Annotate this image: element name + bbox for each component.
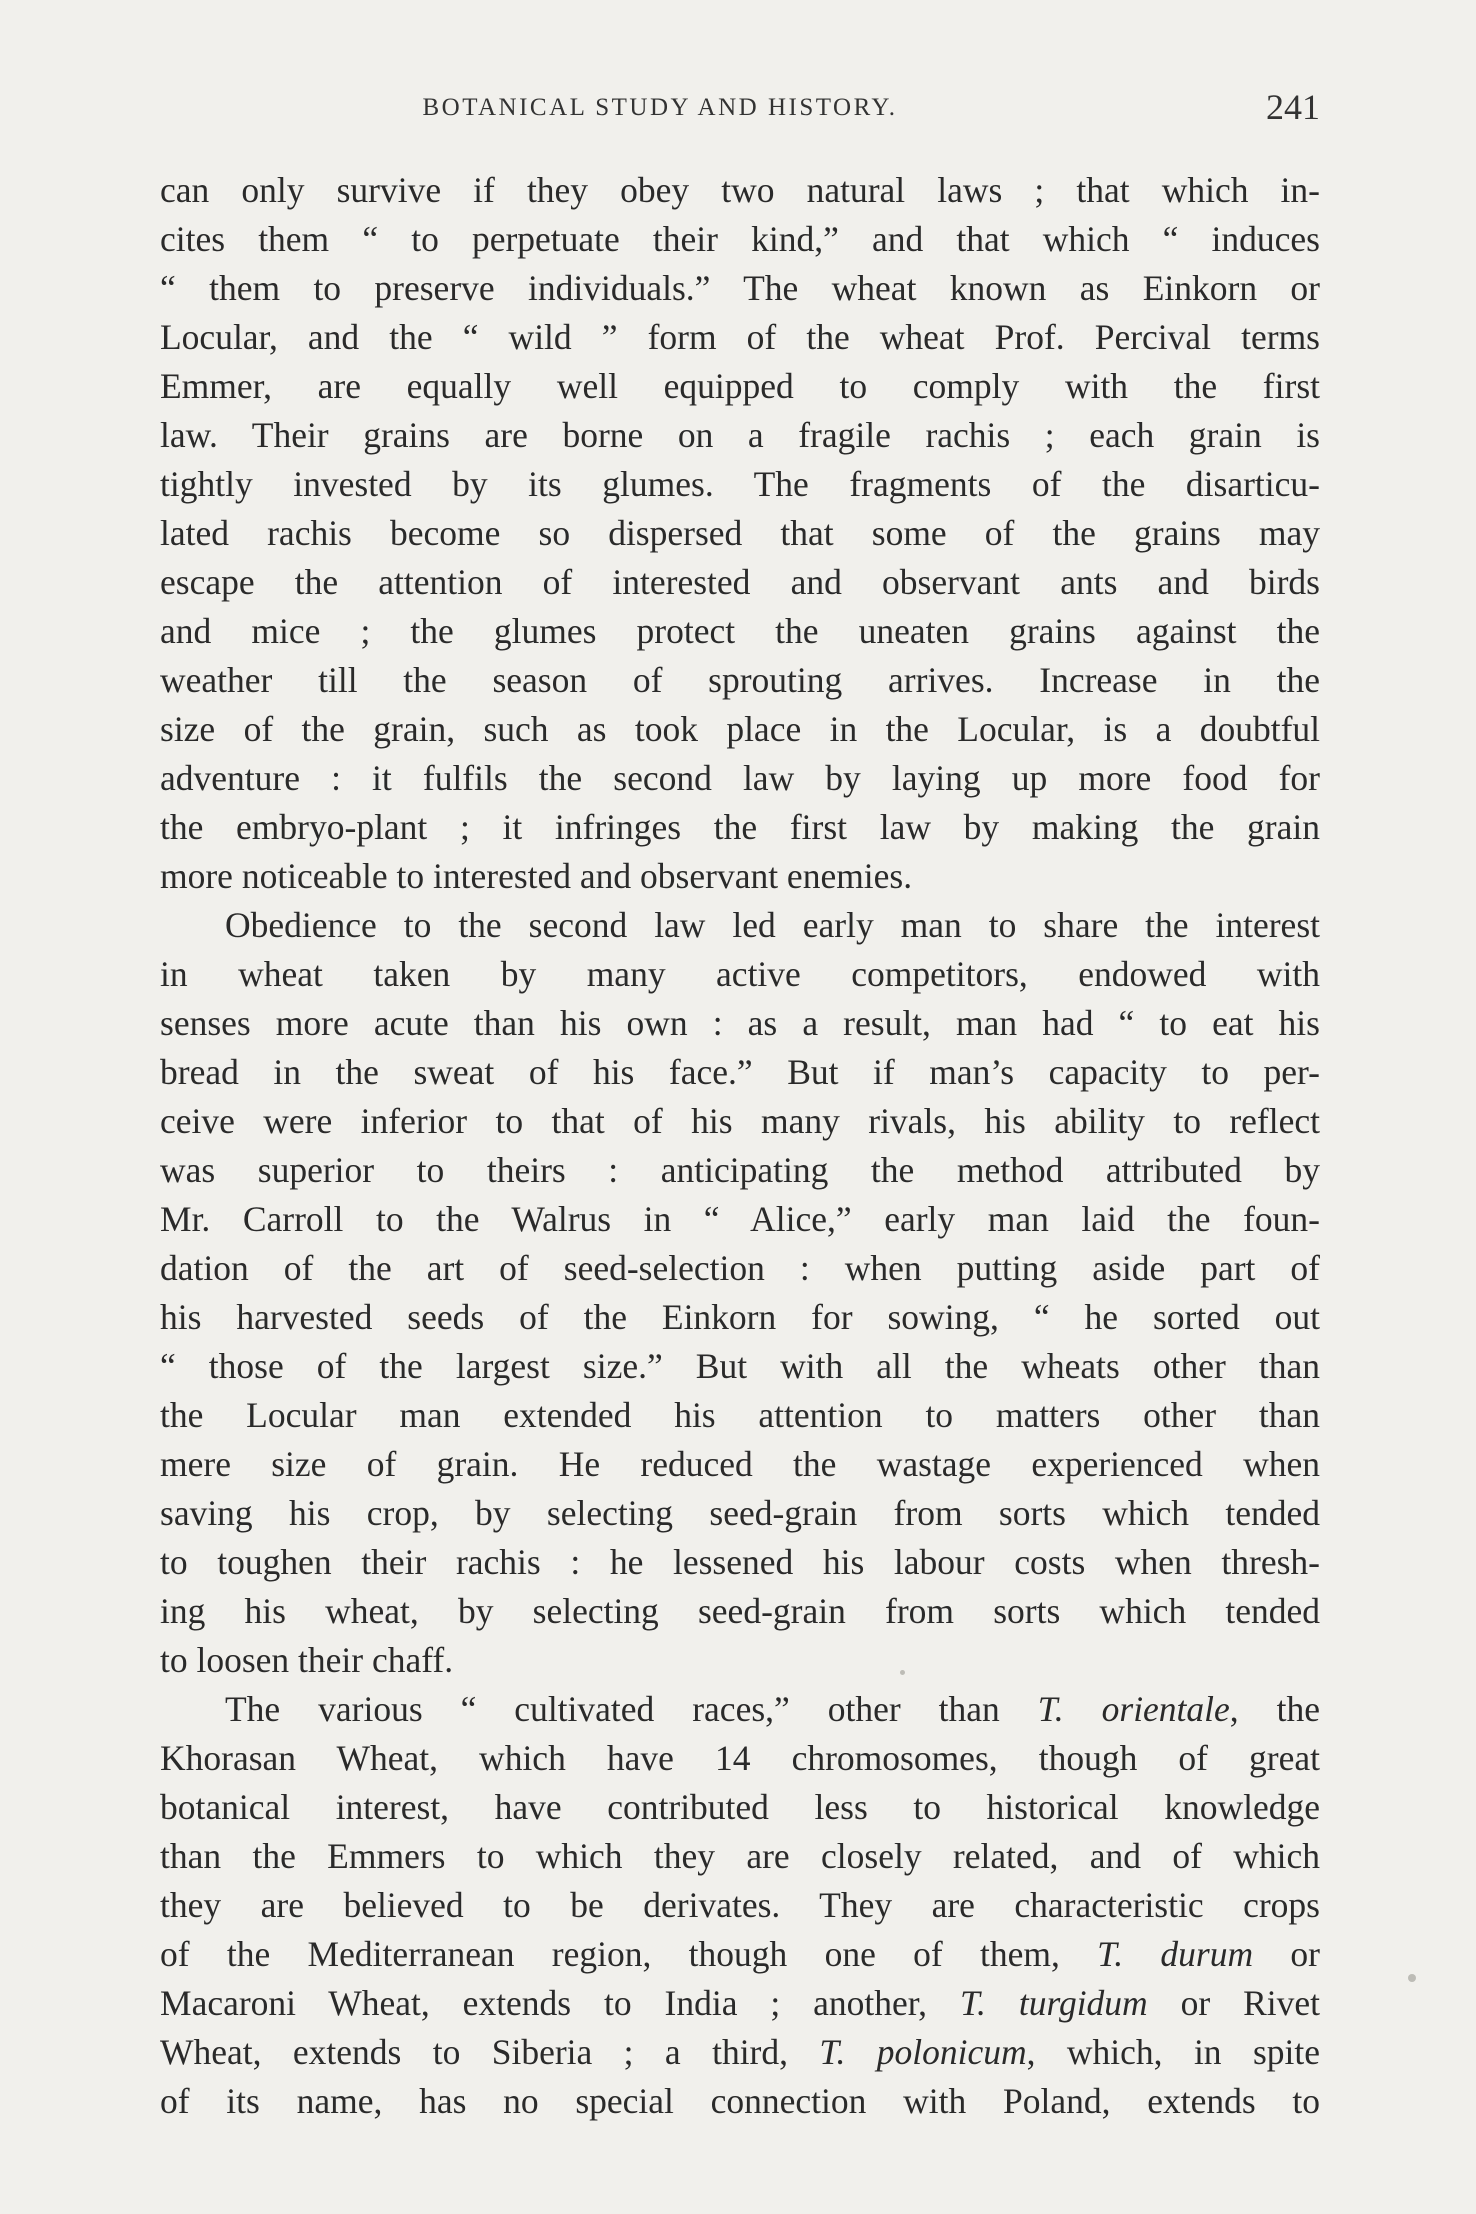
text-line: Obedience to the second law led early man to share the interest <box>225 905 1320 945</box>
text-line: than the Emmers to which they are closely related, and of which <box>160 1836 1320 1876</box>
page-number: 241 <box>1266 87 1320 127</box>
text-line: Wheat, extends to Siberia ; a third, T. polonicum, which, in spite <box>160 2032 1320 2072</box>
text-line: ceive were inferior to that of his many rivals, his ability to reflect <box>160 1101 1320 1141</box>
text-line: dation of the art of seed-selection : when putting aside part of <box>160 1248 1320 1288</box>
text-line: The various “ cultivated races,” other than T. orientale, the <box>225 1689 1320 1729</box>
paragraph-2 <box>160 901 1320 1685</box>
text-line: the embryo-plant ; it infringes the first law by making the grain <box>160 807 1320 847</box>
text-line: was superior to theirs : anticipating the method attributed by <box>160 1150 1320 1190</box>
text-line: tightly invested by its glumes. The fragments of the disarticu- <box>160 464 1320 504</box>
paragraph-3 <box>160 1685 1320 2126</box>
text-line: mere size of grain. He reduced the wastage experienced when <box>160 1444 1320 1484</box>
running-head <box>160 86 1320 136</box>
paper-speck <box>900 1670 905 1675</box>
paragraph-1 <box>160 166 1320 901</box>
text-line: and mice ; the glumes protect the uneaten grains against the <box>160 611 1320 651</box>
text-line: ing his wheat, by selecting seed-grain from sorts which tended <box>160 1591 1320 1631</box>
text-line: weather till the season of sprouting arrives. Increase in the <box>160 660 1320 700</box>
paper-speck <box>1408 1974 1416 1982</box>
text-line: bread in the sweat of his face.” But if man’s capacity to per- <box>160 1052 1320 1092</box>
text-line: adventure : it fulfils the second law by laying up more food for <box>160 758 1320 798</box>
running-title: BOTANICAL STUDY AND HISTORY. <box>422 94 898 121</box>
text-line: of the Mediterranean region, though one of them, T. durum or <box>160 1934 1320 1974</box>
text-line: in wheat taken by many active competitors, endowed with <box>160 954 1320 994</box>
text-line: Mr. Carroll to the Walrus in “ Alice,” early man laid the foun- <box>160 1199 1320 1239</box>
text-line: botanical interest, have contributed less to historical knowledge <box>160 1787 1320 1827</box>
body-text <box>160 166 1320 2126</box>
text-line: of its name, has no special connection with Poland, extends to <box>160 2081 1320 2121</box>
text-line: cites them “ to perpetuate their kind,” and that which “ induces <box>160 219 1320 259</box>
text-line: “ those of the largest size.” But with all the wheats other than <box>160 1346 1320 1386</box>
text-line: “ them to preserve individuals.” The wheat known as Einkorn or <box>160 268 1320 308</box>
text-line: Khorasan Wheat, which have 14 chromosomes, though of great <box>160 1738 1320 1778</box>
text-line: can only survive if they obey two natural laws ; that which in- <box>160 170 1320 210</box>
text-line: Emmer, are equally well equipped to comply with the first <box>160 366 1320 406</box>
text-line: escape the attention of interested and observant ants and birds <box>160 562 1320 602</box>
text-line: Macaroni Wheat, extends to India ; another, T. turgidum or Rivet <box>160 1983 1320 2023</box>
text-line: his harvested seeds of the Einkorn for sowing, “ he sorted out <box>160 1297 1320 1337</box>
text-line: more noticeable to interested and observant enemies. <box>160 856 913 896</box>
text-line: size of the grain, such as took place in the Locular, is a doubtful <box>160 709 1320 749</box>
text-line: to loosen their chaff. <box>160 1640 454 1680</box>
text-line: to toughen their rachis : he lessened his labour costs when thresh- <box>160 1542 1320 1582</box>
text-line: senses more acute than his own : as a result, man had “ to eat his <box>160 1003 1320 1043</box>
text-line: Locular, and the “ wild ” form of the wheat Prof. Percival terms <box>160 317 1320 357</box>
text-line: law. Their grains are borne on a fragile rachis ; each grain is <box>160 415 1320 455</box>
text-line: the Locular man extended his attention to matters other than <box>160 1395 1320 1435</box>
text-line: lated rachis become so dispersed that some of the grains may <box>160 513 1320 553</box>
text-line: saving his crop, by selecting seed-grain from sorts which tended <box>160 1493 1320 1533</box>
text-line: they are believed to be derivates. They are characteristic crops <box>160 1885 1320 1925</box>
